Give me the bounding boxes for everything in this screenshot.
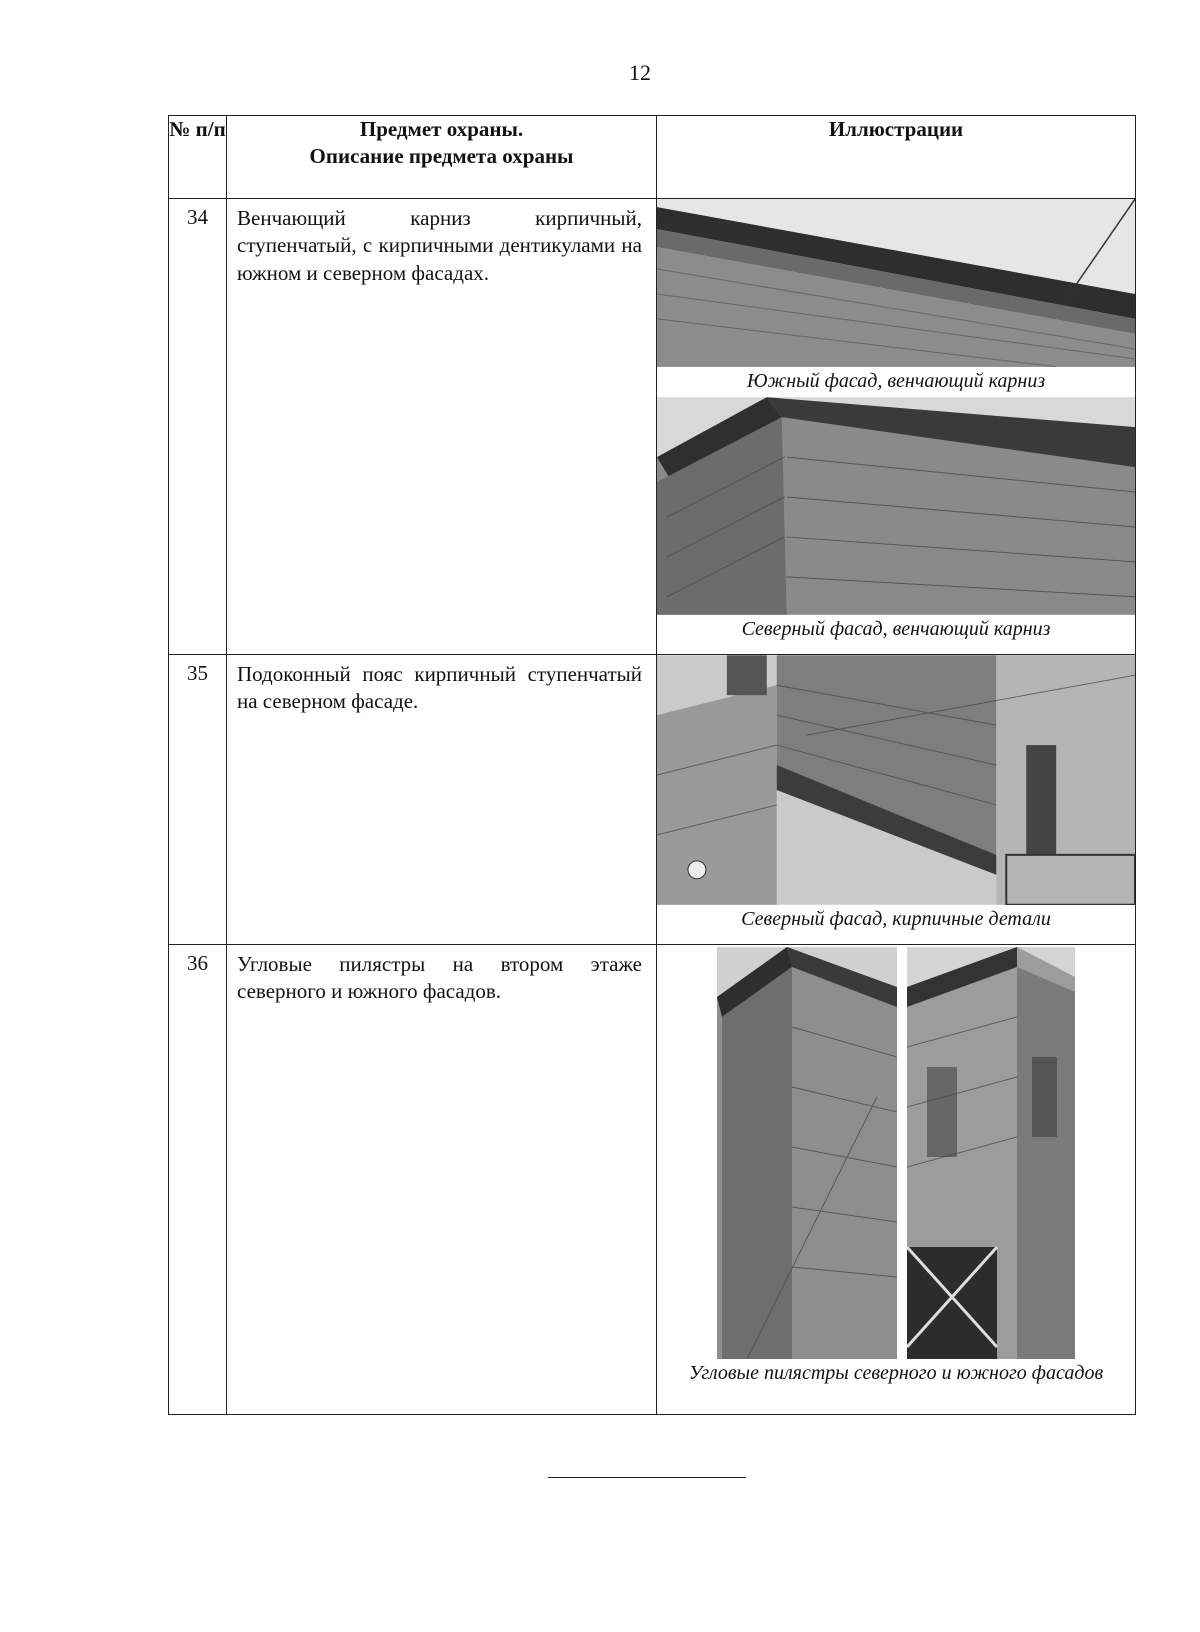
photo-south-pilaster	[907, 947, 1075, 1359]
page-number: 12	[629, 60, 651, 85]
separator-line	[548, 1477, 746, 1478]
row-description: Угловые пилястры на втором этаже северного и южного фасадов.	[227, 945, 657, 1415]
header-subject	[227, 116, 657, 199]
photo-north-cornice	[657, 397, 1135, 615]
photo-south-cornice	[657, 199, 1135, 367]
header-illustrations: Иллюстрации	[657, 116, 1136, 199]
caption-south-cornice: Южный фасад, венчающий карниз	[746, 370, 1046, 392]
table-row	[169, 199, 1136, 655]
table-row	[169, 655, 1136, 945]
header-subject-line1: Предмет охраны.	[359, 117, 524, 141]
caption-pilasters: Угловые пилястры северного и южного фасадов	[688, 1362, 1104, 1384]
photo-north-pilaster	[717, 947, 897, 1359]
row-illustrations	[657, 199, 1136, 655]
row-description: Венчающий карниз кирпичный, ступенчатый, с кирпичными дентикулами на южном и северном фасадах.	[227, 199, 657, 655]
row-number: 35	[169, 655, 227, 945]
caption-north-cornice: Северный фасад, венчающий карниз	[741, 618, 1051, 640]
photo-north-brick-details	[657, 655, 1135, 905]
row-number: 34	[169, 199, 227, 655]
header-subject-line2: Описание предмета охраны	[309, 144, 574, 169]
header-number: № п/п	[169, 116, 227, 199]
row-illustrations	[657, 655, 1136, 945]
row-illustrations	[657, 945, 1136, 1415]
row-number: 36	[169, 945, 227, 1415]
table-row	[169, 945, 1136, 1415]
protection-table	[168, 115, 1136, 1415]
caption-north-brick-details: Северный фасад, кирпичные детали	[741, 908, 1051, 930]
table-header-row	[169, 116, 1136, 199]
row-description: Подоконный пояс кирпичный ступенчатый на северном фасаде.	[227, 655, 657, 945]
